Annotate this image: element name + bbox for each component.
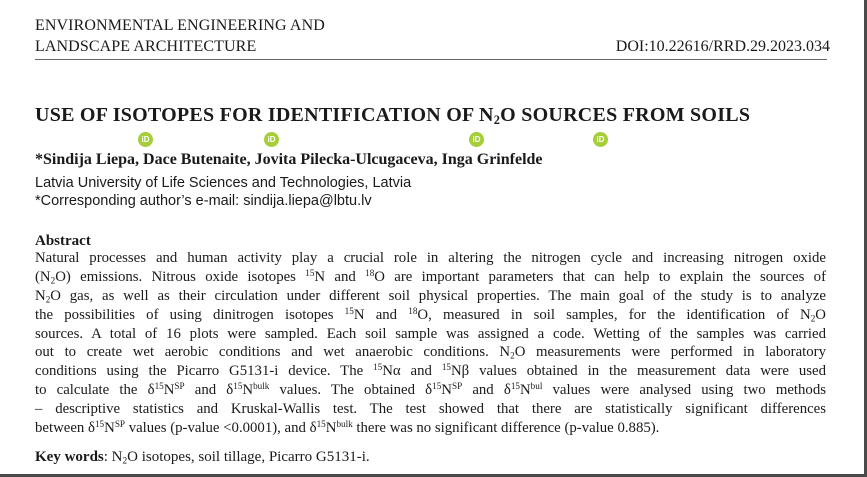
author-list: *Sindija Liepa, Dace Butenaite, Jovita Pilecka-Ulcugaceva, Inga Grinfelde: [35, 151, 543, 168]
abstract-line: sources. A total of 16 plots were sampled. Each soil sample was assigned a code. Wetting of the samples was carried: [35, 325, 826, 342]
paper-title: USE OF ISOTOPES FOR IDENTIFICATION OF $N_2O$ SOURCES FROM SOILS: [35, 104, 751, 128]
abstract-line: $N_2O$ gas, as well as their circulation under different soil physical properties. The main goal of the study is to analyze: [35, 287, 826, 305]
abstract-line: to calculate the $\delta^{15}N^{SP}$ and $\delta^{15}N^{bulk}$ values. The obtained $\delta^{15}N^{SP}$ and $\delta^{15}N^{bul}$ values were analysed using two methods: [35, 381, 826, 399]
abstract-line: Natural processes and human activity play a crucial role in altering the nitrogen cycle and increasing nitrogen oxide: [35, 250, 826, 266]
abstract-heading: Abstract: [35, 233, 91, 249]
abstract-line: conditions using the Picarro G5131-i device. The $^{15}$Nα and $^{15}$Nβ values obtained in the measurement data were used: [35, 362, 826, 380]
abstract-line: $(N_2O)$ emissions. Nitrous oxide isotopes $^{15}$N and $^{18}$O are important parameters that can help to explain the sources of: [35, 267, 826, 286]
orcid-icon[interactable]: iD: [138, 132, 153, 147]
header-divider: [35, 59, 827, 60]
orcid-icon[interactable]: iD: [264, 132, 279, 147]
abstract-line: between $\delta^{15}N^{SP}$ values (p-value <0.0001), and $\delta^{15}N^{bulk}$ there was no significant difference (p-value 0.885).: [35, 418, 660, 437]
journal-name-line2: LANDSCAPE ARCHITECTURE: [35, 38, 257, 55]
keywords-label: Key words: [35, 449, 104, 465]
journal-name: [35, 15, 325, 57]
abstract-line: the possibilities of using dinitrogen isotopes $^{15}$N and $^{18}$O, measured in soil samples, for the identification of $N_2O$: [35, 305, 826, 323]
orcid-icon[interactable]: iD: [593, 132, 608, 147]
abstract-body: [35, 249, 826, 438]
orcid-icon[interactable]: iD: [469, 132, 484, 147]
corresponding-email: *Corresponding author’s e-mail: sindija.liepa@lbtu.lv: [35, 193, 372, 209]
affiliation: Latvia University of Life Sciences and Technologies, Latvia: [35, 175, 412, 191]
keywords: Key words: $N_2O$ isotopes, soil tillage, Picarro G5131-i.: [35, 449, 370, 467]
journal-name-line1: ENVIRONMENTAL ENGINEERING AND: [35, 17, 325, 34]
abstract-line: – descriptive statistics and Kruskal-Wallis test. The test showed that there are statistically significant differences: [35, 401, 826, 418]
doi: DOI:10.22616/RRD.29.2023.034: [615, 38, 830, 55]
abstract-line: out to create wet aerobic conditions and wet anaerobic conditions. $N_2O$ measurements were performed in laboratory: [35, 344, 826, 361]
